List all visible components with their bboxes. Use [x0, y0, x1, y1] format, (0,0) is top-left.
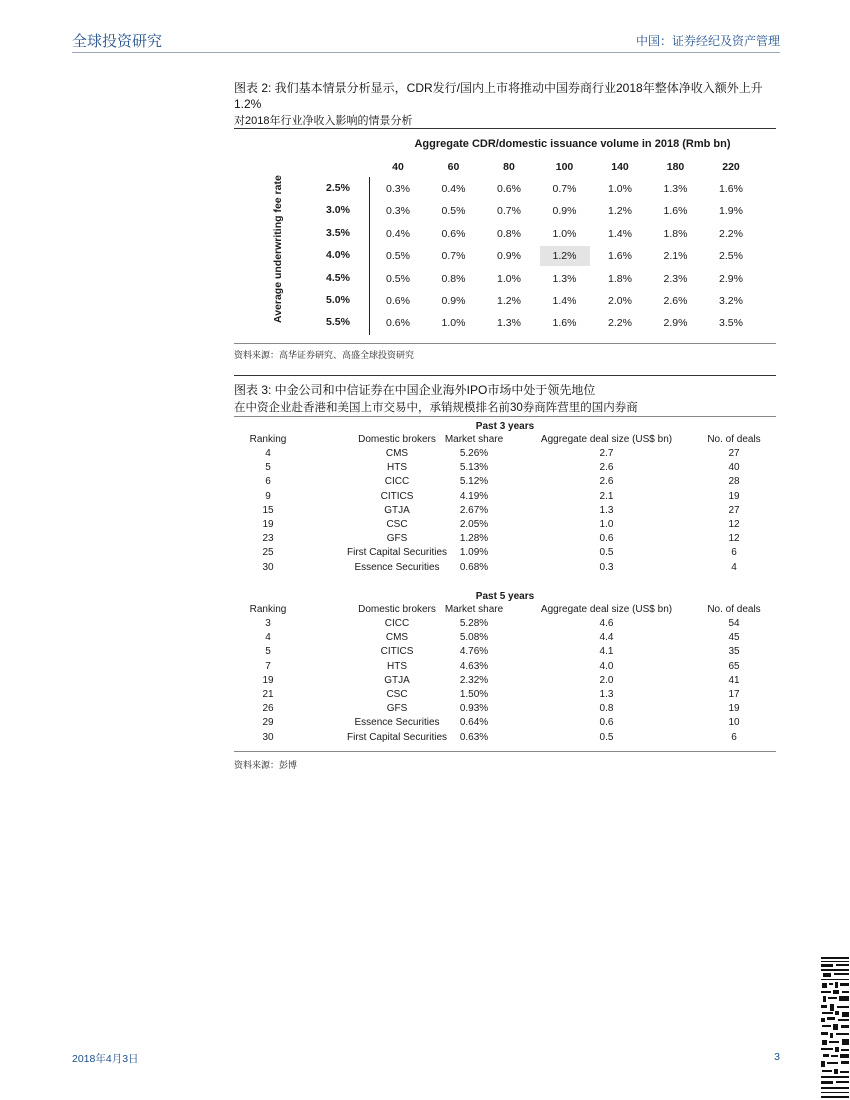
ranking-cell: 9 [265, 490, 271, 502]
report-sector-title: 中国：证券经纪及资产管理 [635, 34, 780, 48]
matrix-cell: 1.9% [719, 205, 743, 218]
matrix-cell: 0.6% [497, 183, 521, 195]
market-share-cell: 5.28% [459, 618, 489, 629]
matrix-cell: 0.6% [386, 317, 410, 330]
deal-size-cell: 4.6 [599, 618, 614, 629]
deal-count-cell: 19 [728, 703, 740, 715]
matrix-cell: 2.2% [608, 317, 632, 330]
matrix-col-header: 140 [611, 161, 629, 173]
deal-count-cell: 4 [731, 561, 737, 573]
broker-name-cell: GFS [386, 533, 408, 545]
matrix-cell: 2.3% [663, 272, 688, 285]
past-5-years-header-row [234, 603, 776, 617]
matrix-cell: 2.5% [719, 250, 743, 263]
table-row [234, 475, 776, 489]
ranking-cell: 7 [265, 660, 271, 672]
table-row [234, 731, 776, 745]
figure-3-top-rule [234, 375, 776, 376]
matrix-cell: 0.8% [441, 272, 466, 285]
table-row [234, 674, 776, 688]
broker-name-cell: GTJA [384, 674, 410, 686]
figure-2-top-rule [234, 128, 776, 129]
deal-count-cell: 27 [728, 504, 740, 516]
deal-size-cell: 4.4 [599, 632, 614, 644]
matrix-cell: 1.0% [497, 272, 521, 285]
ranking-cell: 26 [262, 703, 274, 715]
table-row [234, 645, 776, 659]
deal-count-cell: 41 [728, 674, 740, 686]
matrix-cell: 1.0% [552, 227, 577, 240]
figure-3-bottom-rule [234, 751, 776, 752]
matrix-cell: 0.4% [386, 227, 410, 240]
figure-2-source: 资料来源：高华证券研究、高盛全球投资研究 [234, 350, 415, 360]
matrix-cell: 1.6% [552, 317, 577, 330]
broker-name-cell: GTJA [384, 504, 410, 516]
matrix-cell: 1.8% [663, 227, 688, 240]
matrix-row-header: 2.5% [326, 182, 350, 194]
deal-size-cell: 2.6 [599, 476, 614, 488]
deal-count-cell: 12 [728, 533, 740, 545]
header-ranking: Ranking [249, 434, 287, 445]
ranking-cell: 4 [265, 448, 271, 459]
matrix-row-header: 4.5% [326, 271, 350, 284]
figure-3-subtitle: 在中资企业赴香港和美国上市交易中，承销规模排名前30券商阵营里的国内券商 [234, 402, 638, 414]
figure-3-title: 图表 3: 中金公司和中信证券在中国企业海外IPO市场中处于领先地位 [234, 383, 596, 397]
deal-size-cell: 1.0 [599, 519, 614, 530]
header-ranking: Ranking [249, 604, 287, 615]
matrix-cell: 1.3% [663, 183, 688, 195]
qr-code-icon [820, 955, 850, 1100]
matrix-cell: 0.7% [497, 205, 521, 218]
deal-size-cell: 4.1 [599, 646, 614, 658]
header-divider [72, 52, 780, 53]
matrix-cell: 1.2% [497, 295, 521, 307]
matrix-cell: 0.5% [386, 272, 410, 285]
figure-2-subtitle: 对2018年行业净收入影响的情景分析 [234, 115, 413, 127]
deal-count-cell: 6 [731, 731, 737, 743]
broker-name-cell: CSC [386, 519, 408, 530]
broker-name-cell: Essence Securities [354, 717, 440, 729]
broker-name-cell: HTS [387, 462, 407, 474]
matrix-cell: 2.9% [719, 272, 743, 285]
header-domestic-brokers: Domestic brokers [358, 434, 436, 445]
ranking-cell: 5 [265, 646, 271, 658]
header-market-share: Market share [444, 604, 504, 615]
ranking-cell: 21 [262, 689, 274, 700]
ranking-cell: 6 [265, 476, 271, 488]
matrix-cell: 0.3% [386, 183, 410, 195]
matrix-cell: 1.6% [719, 183, 743, 195]
matrix-axis-line [369, 177, 370, 335]
past-5-years-title: Past 5 years [475, 591, 535, 602]
deal-count-cell: 19 [728, 490, 740, 502]
market-share-cell: 5.13% [459, 462, 489, 474]
matrix-cell: 0.6% [441, 227, 466, 240]
header-no-of-deals: No. of deals [707, 604, 761, 615]
ranking-cell: 25 [262, 547, 274, 559]
deal-size-cell: 1.3 [599, 504, 614, 516]
market-share-cell: 5.08% [459, 632, 489, 644]
matrix-row-header: 5.0% [326, 294, 350, 306]
matrix-row-header: 4.0% [326, 249, 350, 262]
broker-name-cell: CICC [384, 618, 410, 629]
market-share-cell: 0.64% [459, 717, 489, 729]
deal-count-cell: 45 [728, 632, 740, 644]
ranking-cell: 4 [265, 632, 271, 644]
matrix-cell-highlighted: 1.2% [540, 246, 590, 266]
market-share-cell: 1.09% [459, 547, 489, 559]
table-row [234, 660, 776, 674]
ranking-cell: 5 [265, 462, 271, 474]
ranking-cell: 15 [262, 504, 274, 516]
deal-size-cell: 2.6 [599, 462, 614, 474]
matrix-row-header: 5.5% [326, 316, 350, 329]
market-share-cell: 1.50% [459, 689, 489, 700]
matrix-col-header: 40 [392, 161, 404, 173]
deal-count-cell: 27 [728, 448, 740, 459]
deal-count-cell: 17 [728, 689, 740, 700]
broker-name-cell: CITICS [380, 646, 414, 658]
market-share-cell: 4.76% [459, 646, 489, 658]
past-3-years-header-row [234, 433, 776, 447]
broker-name-cell: Essence Securities [354, 561, 440, 573]
market-share-cell: 5.26% [459, 448, 489, 459]
matrix-cell: 0.7% [441, 250, 466, 263]
matrix-cell: 1.8% [608, 272, 632, 285]
market-share-cell: 2.67% [459, 504, 489, 516]
market-share-cell: 5.12% [459, 476, 489, 488]
deal-size-cell: 2.7 [599, 448, 614, 459]
ranking-cell: 30 [262, 561, 274, 573]
matrix-cell: 0.4% [441, 183, 466, 195]
table-row [234, 490, 776, 504]
table-row [234, 546, 776, 560]
matrix-cell: 3.5% [719, 317, 743, 330]
deal-count-cell: 35 [728, 646, 740, 658]
matrix-cell: 1.0% [608, 183, 632, 195]
deal-size-cell: 2.0 [599, 674, 614, 686]
header-no-of-deals: No. of deals [707, 434, 761, 445]
market-share-cell: 2.05% [459, 519, 489, 530]
matrix-cell: 0.5% [386, 250, 410, 263]
table-row [234, 561, 776, 575]
matrix-cell: 0.6% [386, 295, 410, 307]
deal-count-cell: 40 [728, 462, 740, 474]
matrix-col-header: 220 [722, 161, 740, 173]
ranking-cell: 19 [262, 674, 274, 686]
table-row [234, 447, 776, 461]
header-deal-size: Aggregate deal size (US$ bn) [540, 434, 673, 445]
figure-2-bottom-rule [234, 343, 776, 344]
market-share-cell: 2.32% [459, 674, 489, 686]
table-row [234, 617, 776, 631]
broker-name-cell: HTS [387, 660, 407, 672]
broker-name-cell: CMS [385, 632, 409, 644]
matrix-cell: 1.3% [497, 317, 521, 330]
broker-name-cell: First Capital Securities [346, 547, 448, 559]
deal-size-cell: 0.6 [599, 533, 614, 545]
page-number: 3 [774, 1051, 780, 1063]
header-market-share: Market share [444, 434, 504, 445]
table-row [234, 631, 776, 645]
broker-name-cell: CITICS [380, 490, 414, 502]
market-share-cell: 1.28% [459, 533, 489, 545]
matrix-cell: 1.4% [608, 227, 632, 240]
ranking-cell: 3 [265, 618, 271, 629]
market-share-cell: 4.19% [459, 490, 489, 502]
report-series-title: 全球投资研究 [72, 33, 163, 50]
ranking-cell: 29 [262, 717, 274, 729]
ranking-cell: 30 [262, 731, 274, 743]
matrix-row-header: 3.5% [326, 226, 350, 239]
matrix-cell: 2.1% [663, 250, 688, 263]
matrix-cell: 1.6% [608, 250, 632, 263]
market-share-cell: 4.63% [459, 660, 489, 672]
deal-size-cell: 0.3 [599, 561, 614, 573]
matrix-cell: 1.3% [552, 272, 577, 285]
deal-count-cell: 54 [728, 618, 740, 629]
deal-count-cell: 65 [728, 660, 740, 672]
broker-name-cell: CICC [384, 476, 410, 488]
past-3-years-title: Past 3 years [475, 421, 535, 432]
matrix-cell: 0.5% [441, 205, 466, 218]
table-row [234, 461, 776, 475]
deal-size-cell: 1.3 [599, 689, 614, 700]
matrix-col-header: 180 [666, 161, 685, 173]
matrix-cell: 2.0% [608, 295, 632, 307]
matrix-col-header: 60 [447, 161, 460, 173]
figure-3-subtitle-rule [234, 416, 776, 417]
table-row [234, 518, 776, 532]
table-row [234, 702, 776, 716]
header-deal-size: Aggregate deal size (US$ bn) [540, 604, 673, 615]
header-domestic-brokers: Domestic brokers [358, 604, 436, 615]
matrix-cell: 1.4% [552, 295, 577, 307]
market-share-cell: 0.68% [459, 561, 489, 573]
matrix-cell: 0.8% [497, 227, 521, 240]
broker-name-cell: First Capital Securities [346, 731, 448, 743]
ranking-cell: 23 [262, 533, 274, 545]
figure-2-title: 图表 2: 我们基本情景分析显示，CDR发行/国内上市将推动中国券商行业2018年整体净收入额外上升1.2% [234, 81, 763, 111]
matrix-row-header: 3.0% [326, 204, 350, 217]
deal-count-cell: 10 [728, 717, 740, 729]
market-share-cell: 0.93% [459, 703, 489, 715]
deal-size-cell: 0.5 [599, 731, 614, 743]
matrix-col-header: 100 [555, 161, 574, 173]
report-date: 2018年4月3日 [72, 1053, 139, 1065]
matrix-cell: 0.9% [441, 295, 466, 307]
matrix-cell: 3.2% [719, 295, 743, 307]
deal-size-cell: 4.0 [599, 660, 614, 672]
figure-3-source: 资料来源：彭博 [234, 760, 298, 770]
broker-name-cell: CSC [386, 689, 408, 700]
ranking-cell: 19 [262, 519, 274, 530]
market-share-cell: 0.63% [459, 731, 489, 743]
matrix-cell: 2.6% [663, 295, 688, 307]
matrix-cell: 0.9% [552, 205, 577, 218]
matrix-cell: 2.9% [663, 317, 688, 330]
matrix-cell: 1.6% [663, 205, 688, 218]
table-row [234, 504, 776, 518]
table-row [234, 688, 776, 702]
matrix-cell: 0.9% [497, 250, 521, 263]
table-row [234, 716, 776, 730]
matrix-cell: 0.3% [386, 205, 410, 218]
matrix-y-axis-label: Average underwriting fee rate [272, 175, 284, 323]
deal-size-cell: 0.8 [599, 703, 614, 715]
deal-count-cell: 6 [731, 547, 737, 559]
matrix-cell: 1.2% [608, 205, 632, 218]
matrix-col-header: 80 [503, 161, 515, 173]
deal-count-cell: 28 [728, 476, 740, 488]
deal-size-cell: 2.1 [599, 490, 614, 502]
matrix-cell: 2.2% [719, 227, 743, 240]
matrix-cell: 1.0% [441, 317, 466, 330]
matrix-cell: 0.7% [552, 183, 577, 195]
table-row [234, 532, 776, 546]
deal-count-cell: 12 [728, 519, 740, 530]
broker-name-cell: GFS [386, 703, 408, 715]
deal-size-cell: 0.5 [599, 547, 614, 559]
deal-size-cell: 0.6 [599, 717, 614, 729]
matrix-title: Aggregate CDR/domestic issuance volume in 2018 (Rmb bn) [414, 138, 731, 150]
broker-name-cell: CMS [385, 448, 409, 459]
